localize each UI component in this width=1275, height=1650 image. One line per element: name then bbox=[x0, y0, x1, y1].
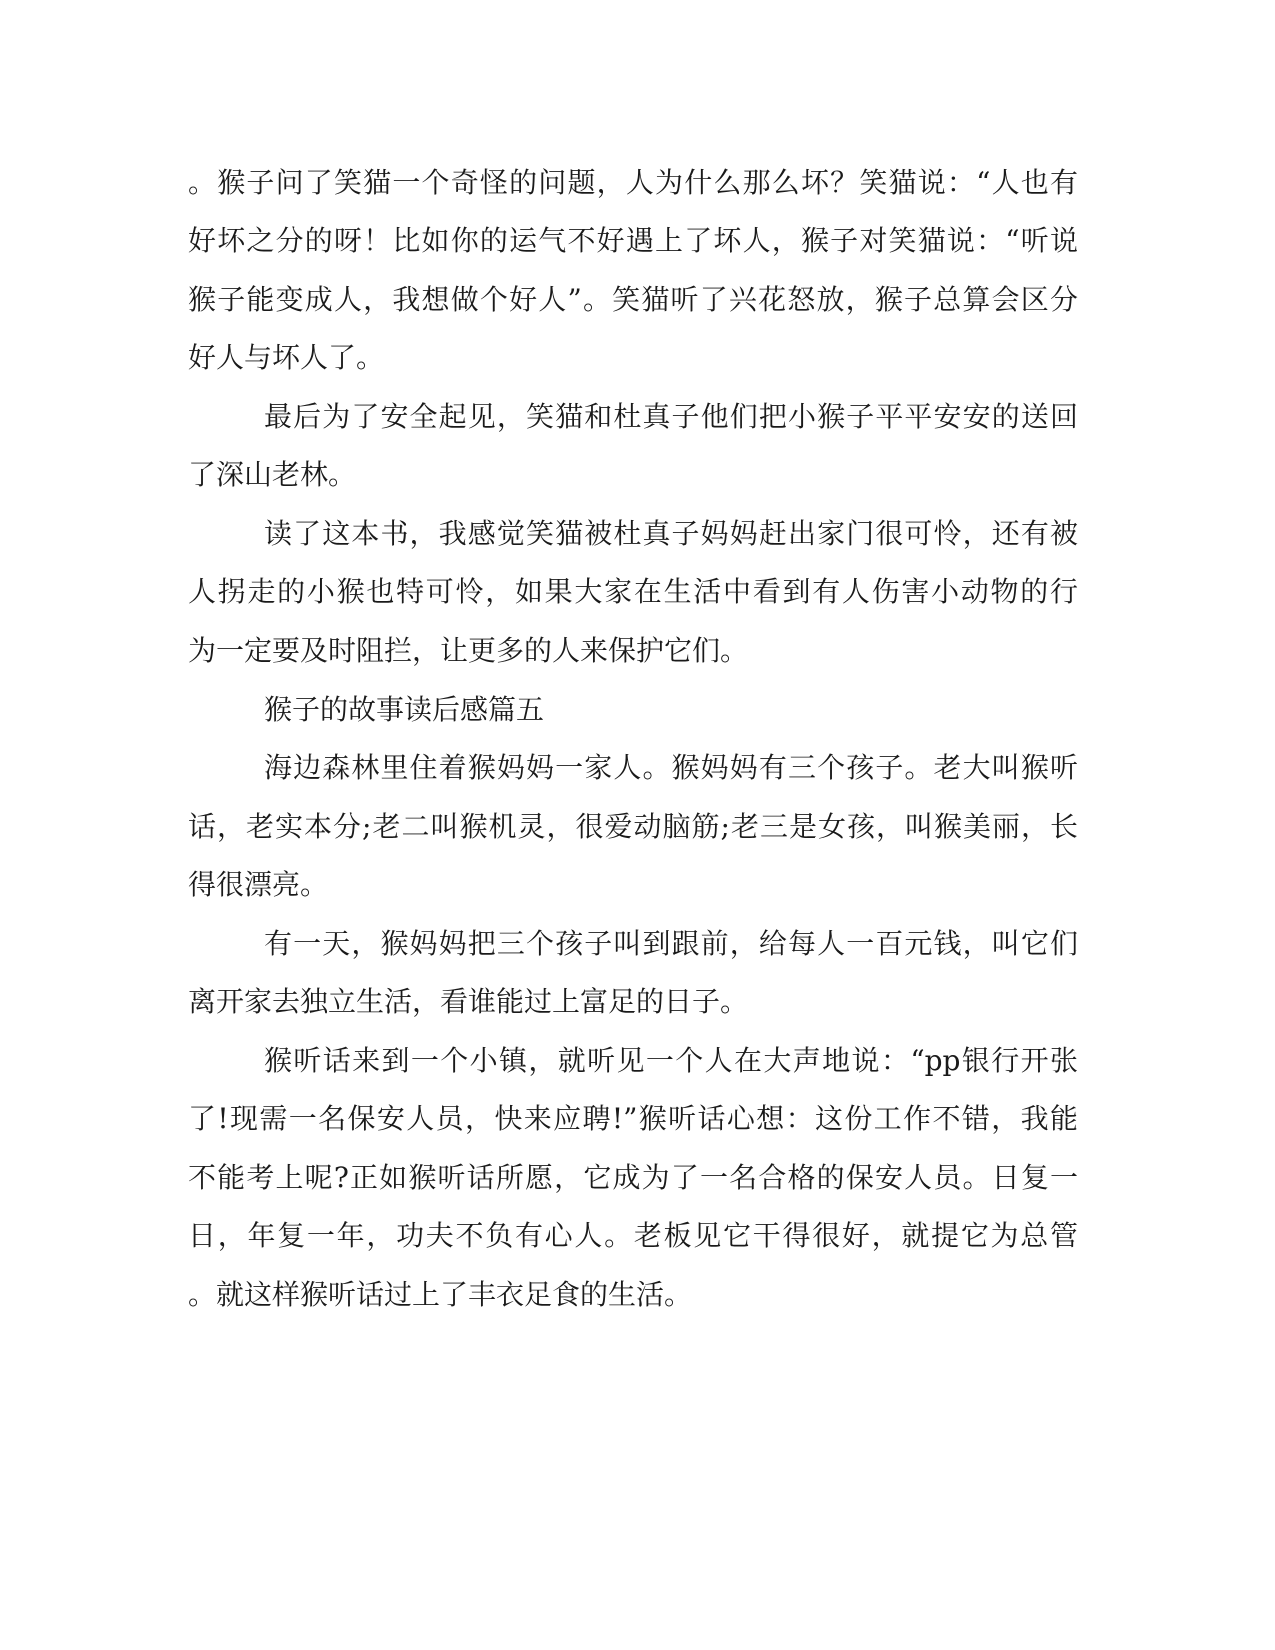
text-line: 话，老实本分;老二叫猴机灵，很爱动脑筋;老三是女孩，叫猴美丽，长 bbox=[188, 810, 1078, 843]
text-line: 得很漂亮。 bbox=[188, 868, 329, 901]
text-line: 猴子能变成人，我想做个好人”。笑猫听了兴花怒放，猴子总算会区分 bbox=[188, 283, 1078, 316]
text-line: 好坏之分的呀！比如你的运气不好遇上了坏人，猴子对笑猫说：“听说 bbox=[188, 224, 1078, 257]
text-line: 好人与坏人了。 bbox=[188, 341, 385, 374]
text-line: 有一天，猴妈妈把三个孩子叫到跟前，给每人一百元钱，叫它们 bbox=[264, 927, 1078, 960]
text-line: 不能考上呢?正如猴听话所愿，它成为了一名合格的保安人员。日复一 bbox=[188, 1161, 1078, 1194]
text-line: 了!现需一名保安人员，快来应聘!”猴听话心想：这份工作不错，我能 bbox=[188, 1102, 1078, 1135]
text-line: 。就这样猴听话过上了丰衣足食的生活。 bbox=[188, 1278, 693, 1311]
text-line: 。猴子问了笑猫一个奇怪的问题，人为什么那么坏？笑猫说：“人也有 bbox=[188, 166, 1078, 199]
text-line: 了深山老林。 bbox=[188, 458, 357, 491]
text-line: 海边森林里住着猴妈妈一家人。猴妈妈有三个孩子。老大叫猴听 bbox=[264, 751, 1078, 784]
text-line: 读了这本书，我感觉笑猫被杜真子妈妈赶出家门很可怜，还有被 bbox=[264, 517, 1078, 550]
text-line: 为一定要及时阻拦，让更多的人来保护它们。 bbox=[188, 634, 749, 667]
text-line: 最后为了安全起见，笑猫和杜真子他们把小猴子平平安安的送回 bbox=[264, 400, 1078, 433]
section-heading: 猴子的故事读后感篇五 bbox=[264, 693, 545, 726]
text-line: 离开家去独立生活，看谁能过上富足的日子。 bbox=[188, 985, 749, 1018]
text-line: 人拐走的小猴也特可怜，如果大家在生活中看到有人伤害小动物的行 bbox=[188, 575, 1078, 608]
text-line: 猴听话来到一个小镇，就听见一个人在大声地说：“pp银行开张 bbox=[264, 1044, 1078, 1077]
text-line: 日，年复一年，功夫不负有心人。老板见它干得很好，就提它为总管 bbox=[188, 1219, 1078, 1252]
